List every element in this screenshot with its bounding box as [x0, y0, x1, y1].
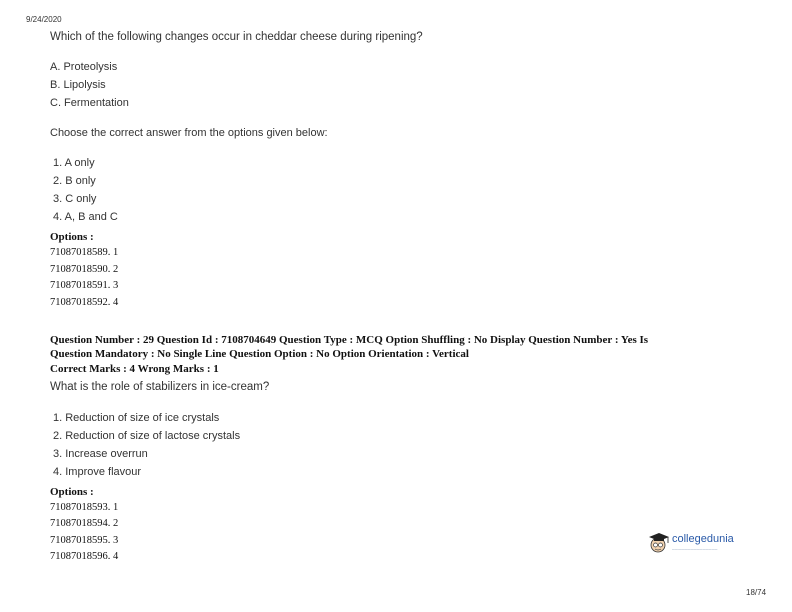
q28-option-id-1: 71087018589. 1 — [50, 247, 119, 258]
q28-statement-c: C. Fermentation — [50, 97, 129, 109]
q28-instruction: Choose the correct answer from the options given below: — [50, 127, 328, 139]
q29-choice-1: 1. Reduction of size of ice crystals — [53, 412, 220, 424]
logo-wordmark: collegedunia — [672, 533, 734, 545]
q28-options-label: Options : — [50, 231, 94, 243]
graduate-cap-mascot-icon — [648, 530, 670, 554]
q28-choice-3: 3. C only — [53, 193, 97, 205]
q29-meta-line-1: Question Number : 29 Question Id : 7108704649 Question Type : MCQ Option Shuffling : No Display Question Number : Yes Is — [50, 334, 649, 346]
q28-choice-1: 1. A only — [53, 157, 95, 169]
q28-choice-2: 2. B only — [53, 175, 96, 187]
q28-statement-b: B. Lipolysis — [50, 79, 106, 91]
q29-option-id-3: 71087018595. 3 — [50, 535, 119, 546]
q29-meta-line-2: Question Mandatory : No Single Line Question Option : No Option Orientation : Vertical — [50, 348, 469, 360]
collegedunia-logo — [648, 530, 748, 558]
q29-choice-4: 4. Improve flavour — [53, 466, 142, 478]
q29-marks: Correct Marks : 4 Wrong Marks : 1 — [50, 363, 219, 375]
q28-choice-4: 4. A, B and C — [53, 211, 118, 223]
q29-option-id-4: 71087018596. 4 — [50, 551, 119, 562]
q29-option-id-2: 71087018594. 2 — [50, 518, 119, 529]
logo-tagline: ─────────────── — [672, 547, 718, 552]
page-number: 18/74 — [746, 588, 767, 597]
q28-option-id-4: 71087018592. 4 — [50, 297, 119, 308]
print-date: 9/24/2020 — [26, 15, 62, 24]
q29-choice-3: 3. Increase overrun — [53, 448, 148, 460]
q29-question-text: What is the role of stabilizers in ice-cream? — [50, 381, 270, 393]
q28-question-text: Which of the following changes occur in cheddar cheese during ripening? — [50, 31, 423, 43]
q29-choice-2: 2. Reduction of size of lactose crystals — [53, 430, 241, 442]
q29-option-id-1: 71087018593. 1 — [50, 502, 119, 513]
q28-option-id-2: 71087018590. 2 — [50, 264, 119, 275]
q28-statement-a: A. Proteolysis — [50, 61, 118, 73]
q28-option-id-3: 71087018591. 3 — [50, 280, 119, 291]
q29-options-label: Options : — [50, 486, 94, 498]
